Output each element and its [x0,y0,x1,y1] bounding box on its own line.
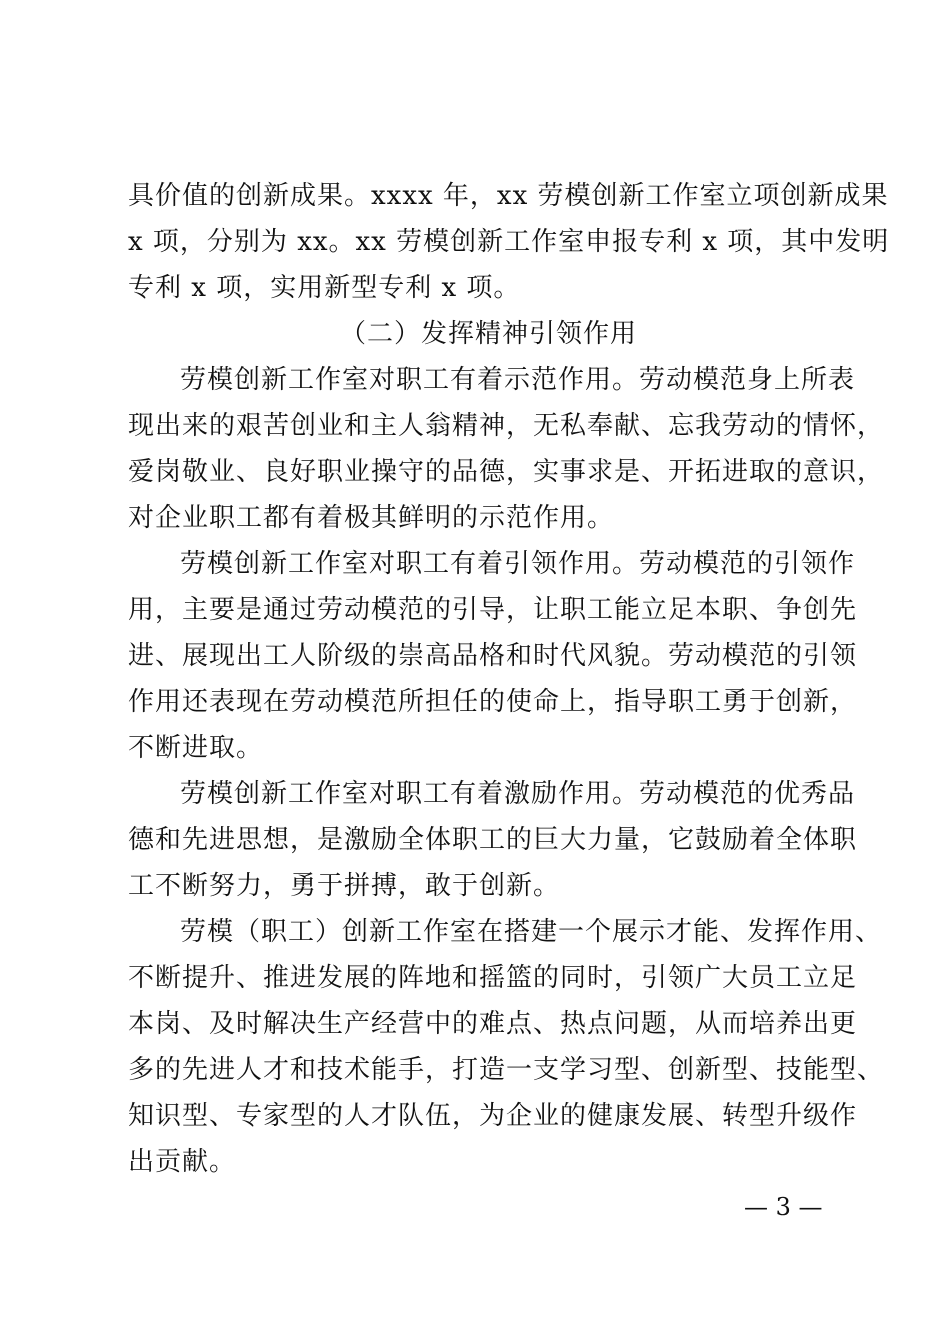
paragraph-start-line: 劳模创新工作室对职工有着示范作用。劳动模范身上所表 [180,365,856,395]
text-line: 进、展现出工人阶级的崇高品格和时代风貌。劳动模范的引领 [128,641,858,671]
paragraph-start-line: 劳模（职工）创新工作室在搭建一个展示才能、发挥作用、 [180,917,883,947]
text-line: 用，主要是通过劳动模范的引导，让职工能立足本职、争创先 [128,595,858,625]
text-line: 出贡献。 [128,1147,237,1177]
text-line: 知识型、专家型的人才队伍，为企业的健康发展、转型升级作 [128,1101,858,1131]
paragraph-start-line: 劳模创新工作室对职工有着引领作用。劳动模范的引领作 [180,549,856,579]
paragraph-start-line: 劳模创新工作室对职工有着激励作用。劳动模范的优秀品 [180,779,856,809]
text-line: 专利 x 项，实用新型专利 x 项。 [128,273,521,303]
text-line: 不断进取。 [128,733,264,763]
text-line: 本岗、及时解决生产经营中的难点、热点问题，从而培养出更 [128,1009,858,1039]
page-number: — 3 — [744,1193,823,1221]
text-line: x 项，分别为 xx。xx 劳模创新工作室申报专利 x 项，其中发明 [128,227,890,257]
section-heading: （二）发挥精神引领作用 [340,319,638,349]
text-line: 爱岗敬业、良好职业操守的品德，实事求是、开拓进取的意识， [128,457,885,487]
text-line: 多的先进人才和技术能手，打造一支学习型、创新型、技能型、 [128,1055,885,1085]
text-line: 不断提升、推进发展的阵地和摇篮的同时，引领广大员工立足 [128,963,858,993]
text-line: 具价值的创新成果。xxxx 年，xx 劳模创新工作室立项创新成果 [128,181,889,211]
text-line: 作用还表现在劳动模范所担任的使命上，指导职工勇于创新， [128,687,858,717]
text-line: 工不断努力，勇于拼搏，敢于创新。 [128,871,561,901]
text-line: 现出来的艰苦创业和主人翁精神，无私奉献、忘我劳动的情怀， [128,411,885,441]
text-line: 对企业职工都有着极其鲜明的示范作用。 [128,503,615,533]
text-line: 德和先进思想，是激励全体职工的巨大力量，它鼓励着全体职 [128,825,858,855]
